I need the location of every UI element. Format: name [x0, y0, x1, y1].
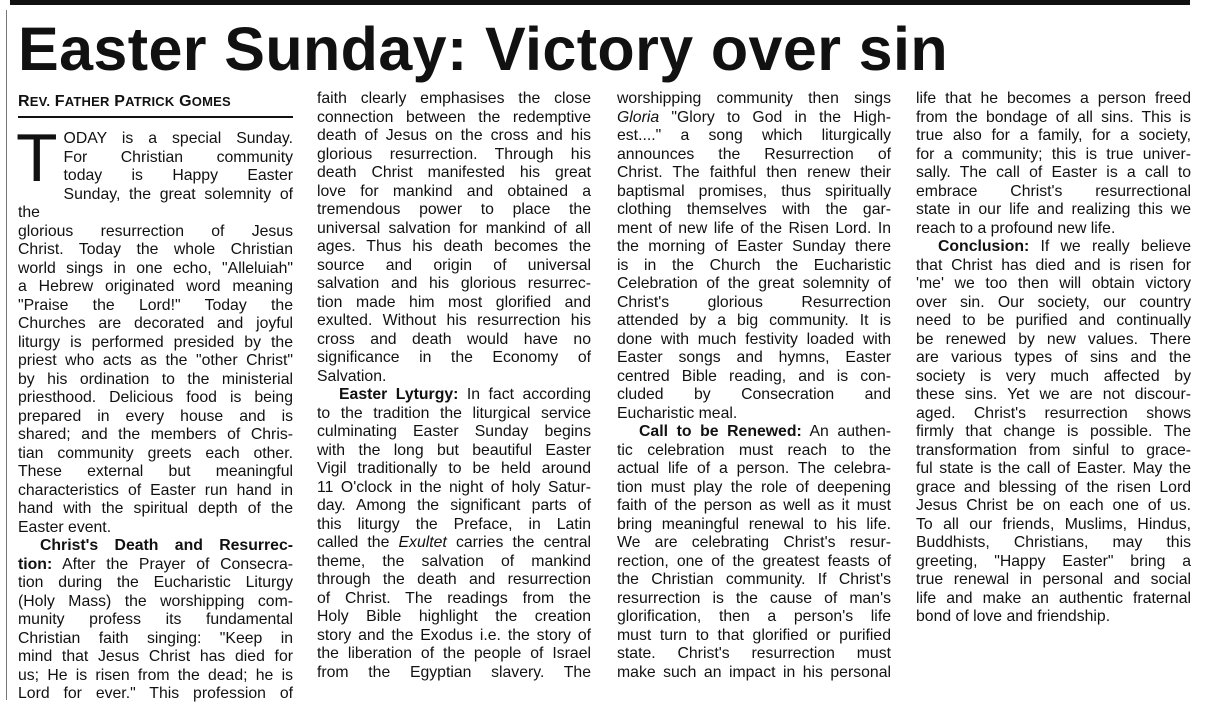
subheading: Easter Lyturgy:: [339, 386, 459, 403]
paragraph: worshipping community then sings Gloria "Glory to God in the High- est...." a song which liturgically announces the Resurrection of Christ. The faithful then renew their baptismal promises, thus spiritually clothing themselves with the gar- ment of new life of the Risen Lord. In the morning of Easter Sunday there is in the Church the Eucharistic Celebration of the great solemnity of Christ's glorious Resurrection attended by a big community. It is done with much festivity loaded with Easter songs and hymns, Easter centred Bible reading, and is con- cluded by Consecration and Eucharistic meal.: [617, 90, 891, 422]
subheading: tion:: [18, 555, 53, 573]
headline: Easter Sunday: Victory over sin: [18, 15, 949, 83]
top-rule: [10, 0, 1190, 5]
column-1: [18, 90, 293, 704]
subheading: Christ's Death and Resurrec-: [40, 537, 293, 554]
column-4: [916, 90, 1191, 627]
left-margin-rule: [6, 10, 7, 700]
section-death-resurrection: Christ's Death and Resurrec- tion: After the Prayer of Consecra- tion during the Eucharistic Liturgy (Holy Mass) the worshipping com- munity profess its fundamental Christian faith singing: "Keep in mind that Jesus Christ has died for us; He is risen from the dead; he is Lord for ever." This profession of: [18, 537, 293, 702]
paragraph: faith clearly emphasises the close connection between the redemptive death of Jesus on the cross and his glorious resurrection. Through his death Christ manifested his great love for mankind and obtained a tremendous power to place the universal salvation for mankind of all ages. Thus his death becomes the source and origin of universal salvation and his glorious resurrec- tion made him most glorified and exulted. Without his resurrection his cross and death would have no significance in the Economy of Salvation.: [317, 90, 591, 385]
column-2: [317, 90, 591, 682]
byline-rule: [18, 116, 293, 118]
section-easter-liturgy: Easter Lyturgy: In fact according to the tradition the liturgical service culminating Easter Sunday begins with the long but beautiful Easter Vigil traditionally to be held around 11 O'clock in the night of holy Satur- day. Among the significant parts of this liturgy the Preface, in Latin called the Exultet carries the central theme, the salvation of mankind through the death and resurrection of Christ. The readings from the Holy Bible highlight the creation story and the Exodus i.e. the story of the liberation of the people of Israel from the Egyptian slavery. The: [317, 386, 591, 681]
section-conclusion: Conclusion: If we really believe that Christ has died and is risen for 'me' we too then will obtain victory over sin. Our society, our country need to be purified and continually be renewed by new values. There are various types of sins and the society is very much affected by these sins. Yet we are not discour- aged. Christ's resurrection shows firmly that change is possible. The transformation from sinful to grace- ful state is the call of Easter. May the grace and blessing of the risen Lord Jesus Christ be on each one of us. To all our friends, Muslims, Hindus, Buddhists, Christians, may this greeting, "Happy Easter" bring a true renewal in personal and social life and make an authentic fraternal bond of love and friendship.: [916, 238, 1191, 625]
paragraph: life that he becomes a person freed from the bondage of all sins. This is true also for a family, for a society, for a community; this is true univer- sally. The call of Easter is a call to embrace Christ's resurrectional state in our life and realizing this we reach to a profound new life.: [916, 90, 1191, 237]
byline: REV. FATHER PATRICK GOMES: [18, 93, 231, 110]
drop-cap: T: [16, 120, 58, 196]
subheading: Call to be Renewed:: [639, 423, 802, 440]
intro-paragraph: T ODAY is a special Sunday. For Christian community today is Happy Easter Sunday, the great solemnity of the glorious resurrection of Jesus Christ. Today the whole Christian world sings in one echo, "Alleluiah" a Hebrew originated word meaning "Praise the Lord!" Today the Churches are decorated and joyful liturgy is performed presided by the priest who acts as the "other Christ" by his ordination to the ministerial priesthood. Delicious food is being prepared in every house and is shared; and the members of Chris- tian community greets each other. These external but meaningful characteristics of Easter run hand in hand with the spiritual depth of the Easter event.: [16, 120, 293, 536]
column-3: [617, 90, 891, 682]
section-call-to-be-renewed: Call to be Renewed: An authen- tic celebration must reach to the actual life of a person. The celebra- tion must play the role of deepening faith of the person as well as it must bring meaningful renewal to his life. We are celebrating Christ's resur- rection, one of the greatest feasts of the Christian community. If Christ's resurrection is the cause of man's glorification, then a person's life must turn to that glorified or purified state. Christ's resurrection must make such an impact in his personal: [617, 423, 891, 681]
subheading: Conclusion:: [938, 238, 1030, 255]
